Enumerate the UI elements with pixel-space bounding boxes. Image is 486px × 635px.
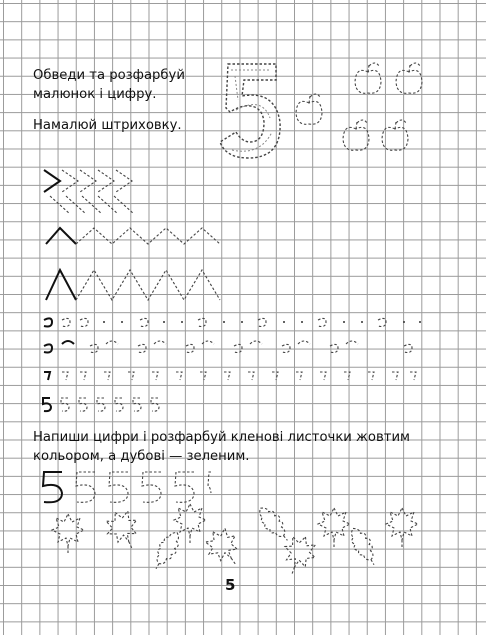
maple-leaf-icon xyxy=(52,514,84,554)
oak-leaf-icon xyxy=(148,528,185,573)
leaves-row xyxy=(52,502,418,580)
maple-leaf-icon xyxy=(101,506,147,556)
trace-instruction-line1: Обведи та розфарбуй xyxy=(33,68,185,83)
page-number: 5 xyxy=(225,576,236,594)
small-five-row xyxy=(43,398,159,411)
maple-leaf-icon xyxy=(200,523,249,574)
maple-leaf-icon xyxy=(386,508,418,548)
apple-icon xyxy=(396,63,422,93)
hatching-instruction: Намалюй штриховку. xyxy=(33,118,182,133)
chevron-row xyxy=(44,170,134,214)
write-instruction-line2: кольором, а дубові — зеленим. xyxy=(33,449,250,464)
big-digit-outline xyxy=(220,64,280,158)
oak-leaf-icon xyxy=(345,524,382,569)
loop-dot-row xyxy=(44,318,421,326)
apple-icon xyxy=(296,94,322,124)
large-five-row xyxy=(43,472,211,502)
apple-icon xyxy=(382,120,408,150)
tall-zigzag-row xyxy=(46,270,220,300)
small-zigzag-row xyxy=(46,228,220,244)
trace-instruction-line2: малюнок і цифру. xyxy=(33,87,157,102)
wave-row xyxy=(44,341,412,353)
maple-leaf-icon xyxy=(318,508,350,548)
apple-icon xyxy=(343,120,369,150)
oak-leaf-icon xyxy=(254,502,295,546)
apple-icon xyxy=(355,63,381,93)
apples-group xyxy=(296,63,422,150)
write-instruction-line1: Напиши цифри і розфарбуй кленові листочки жовтим xyxy=(33,430,410,445)
slant-row xyxy=(44,372,416,380)
maple-leaf-icon xyxy=(277,531,321,580)
